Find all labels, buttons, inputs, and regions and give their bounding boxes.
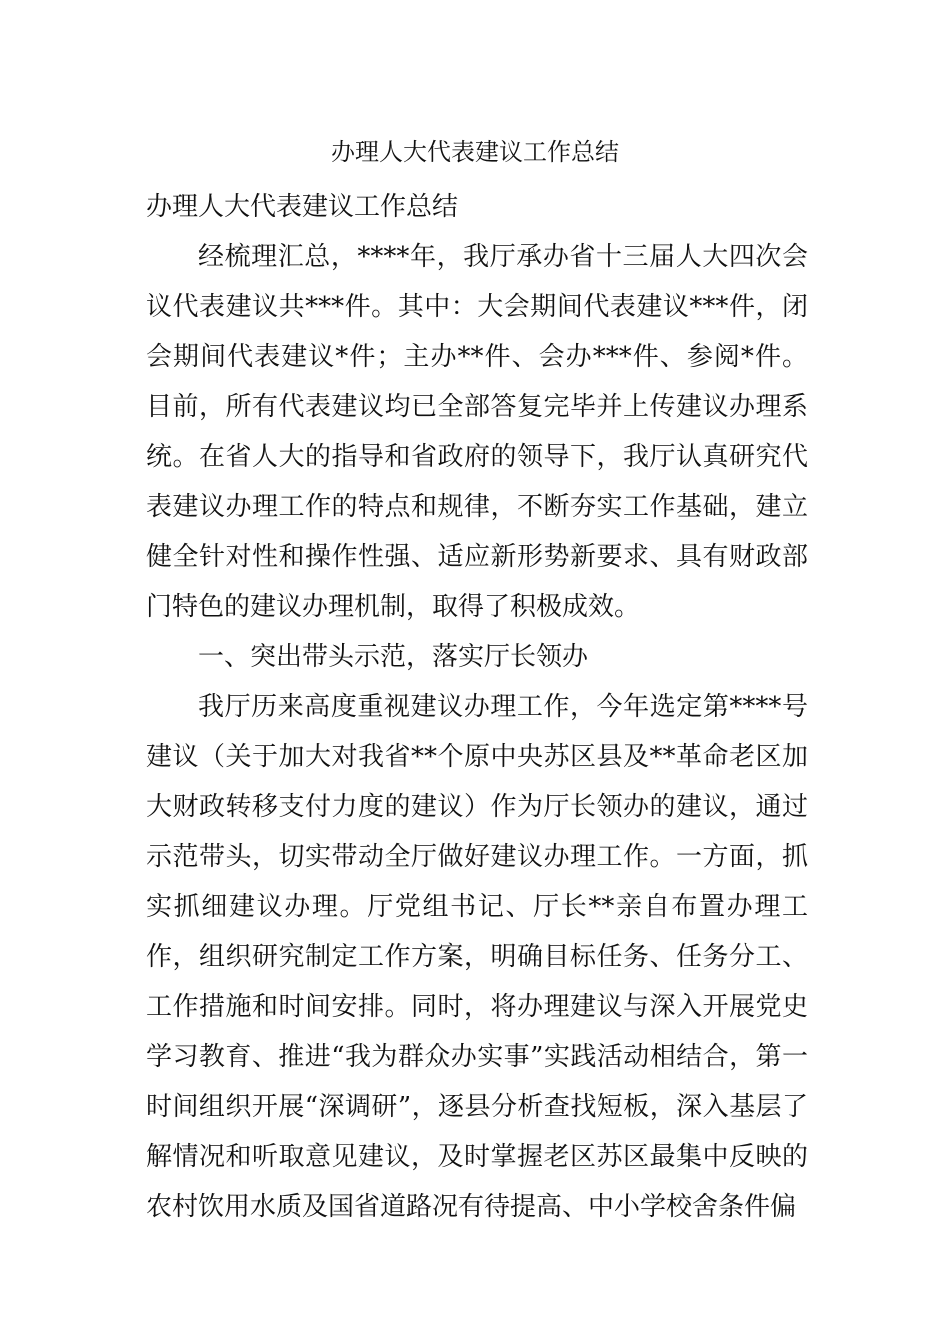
paragraph-intro: 经梳理汇总，****年，我厅承办省十三届人大四次会议代表建议共***件。其中：大会期间代表建议***件，闭会期间代表建议*件；主办**件、会办***件、参阅*件。目前，所有代表建议均已全部答复完毕并上传建议办理系统。在省人大的指导和省政府的领导下，我厅认真研究代表建议办理工作的特点和规律，不断夯实工作基础，建立健全针对性和操作性强、适应新形势新要求、具有财政部门特色的建议办理机制，取得了积极成效。 bbox=[146, 242, 808, 622]
document-title: 办理人大代表建议工作总结 bbox=[331, 138, 619, 166]
document-body bbox=[146, 182, 808, 1232]
section-heading-1: 一、突出带头示范，落实厅长领办 bbox=[198, 642, 589, 672]
paragraph-section-1: 我厅历来高度重视建议办理工作，今年选定第****号建议（关于加大对我省**个原中央苏区县及**革命老区加大财政转移支付力度的建议）作为厅长领办的建议，通过示范带头，切实带动全厅做好建议办理工作。一方面，抓实抓细建议办理。厅党组书记、厅长**亲自布置办理工作，组织研究制定工作方案，明确目标任务、任务分工、工作措施和时间安排。同时，将办理建议与深入开展党史学习教育、推进“我为群众办实事”实践活动相结合，第一时间组织开展“深调研”，逐县分析查找短板，深入基层了解情况和听取意见建议，及时掌握老区苏区最集中反映的农村饮用水质及国省道路况有待提高、中小学校舍条件偏 bbox=[146, 692, 808, 1222]
document-subtitle: 办理人大代表建议工作总结 bbox=[146, 192, 459, 222]
